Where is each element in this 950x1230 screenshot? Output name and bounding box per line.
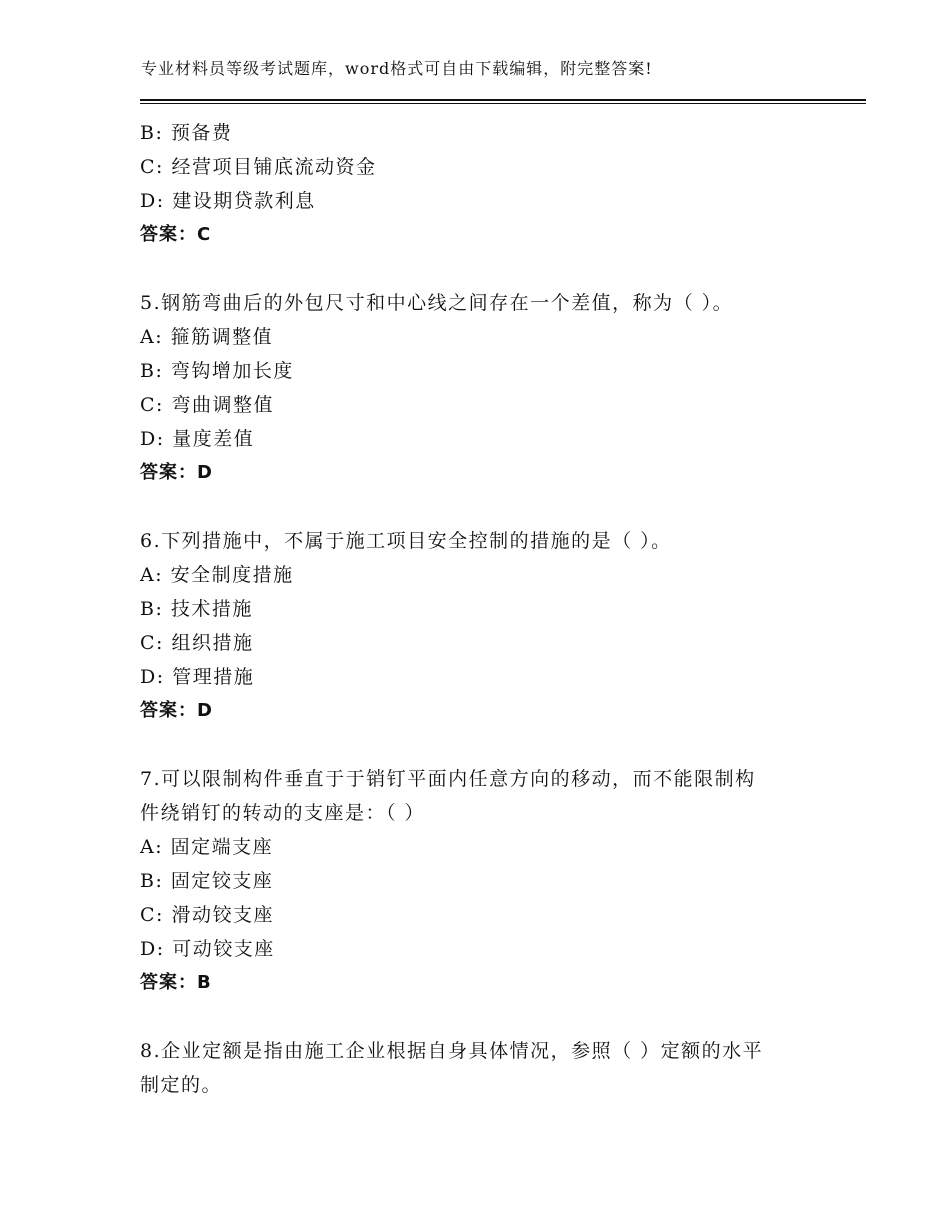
header-rule-thick <box>140 99 866 101</box>
header-rule-thin <box>140 103 866 104</box>
question-stem-line-1: 8.企业定额是指由施工企业根据自身具体情况，参照（ ）定额的水平 <box>140 1040 764 1062</box>
option-d: D: 建设期贷款利息 <box>140 190 316 212</box>
question-stem-line-2: 件绕销钉的转动的支座是：（ ） <box>140 802 426 824</box>
page-header: 专业材料员等级考试题库，word格式可自由下载编辑，附完整答案! <box>141 59 653 78</box>
question-stem: 5.钢筋弯曲后的外包尺寸和中心线之间存在一个差值，称为（ ）。 <box>140 292 734 314</box>
option-c: C: 滑动铰支座 <box>140 904 275 926</box>
answer-line: 答案：C <box>140 224 212 245</box>
answer-line: 答案：B <box>140 972 212 993</box>
option-a: A: 固定端支座 <box>140 836 274 858</box>
option-b: B: 固定铰支座 <box>140 870 274 892</box>
question-6 <box>140 524 840 728</box>
option-c: C: 组织措施 <box>140 632 254 654</box>
question-7 <box>140 762 840 1000</box>
option-a: A: 箍筋调整值 <box>140 326 274 348</box>
option-b: B: 技术措施 <box>140 598 253 620</box>
question-8 <box>140 1034 840 1102</box>
question-list <box>140 116 840 1102</box>
option-b: B: 弯钩增加长度 <box>140 360 294 382</box>
option-c: C: 弯曲调整值 <box>140 394 275 416</box>
question-partial <box>140 116 840 252</box>
question-stem: 6.下列措施中，不属于施工项目安全控制的措施的是（ ）。 <box>140 530 672 552</box>
option-d: D: 量度差值 <box>140 428 255 450</box>
option-b: B: 预备费 <box>140 122 233 144</box>
option-d: D: 可动铰支座 <box>140 938 275 960</box>
option-c: C: 经营项目铺底流动资金 <box>140 156 377 178</box>
question-stem-line-1: 7.可以限制构件垂直于于销钉平面内任意方向的移动，而不能限制构 <box>140 768 756 790</box>
option-d: D: 管理措施 <box>140 666 255 688</box>
question-stem-line-2: 制定的。 <box>140 1074 223 1096</box>
answer-line: 答案：D <box>140 462 213 483</box>
option-a: A: 安全制度措施 <box>140 564 294 586</box>
answer-line: 答案：D <box>140 700 213 721</box>
question-5 <box>140 286 840 490</box>
